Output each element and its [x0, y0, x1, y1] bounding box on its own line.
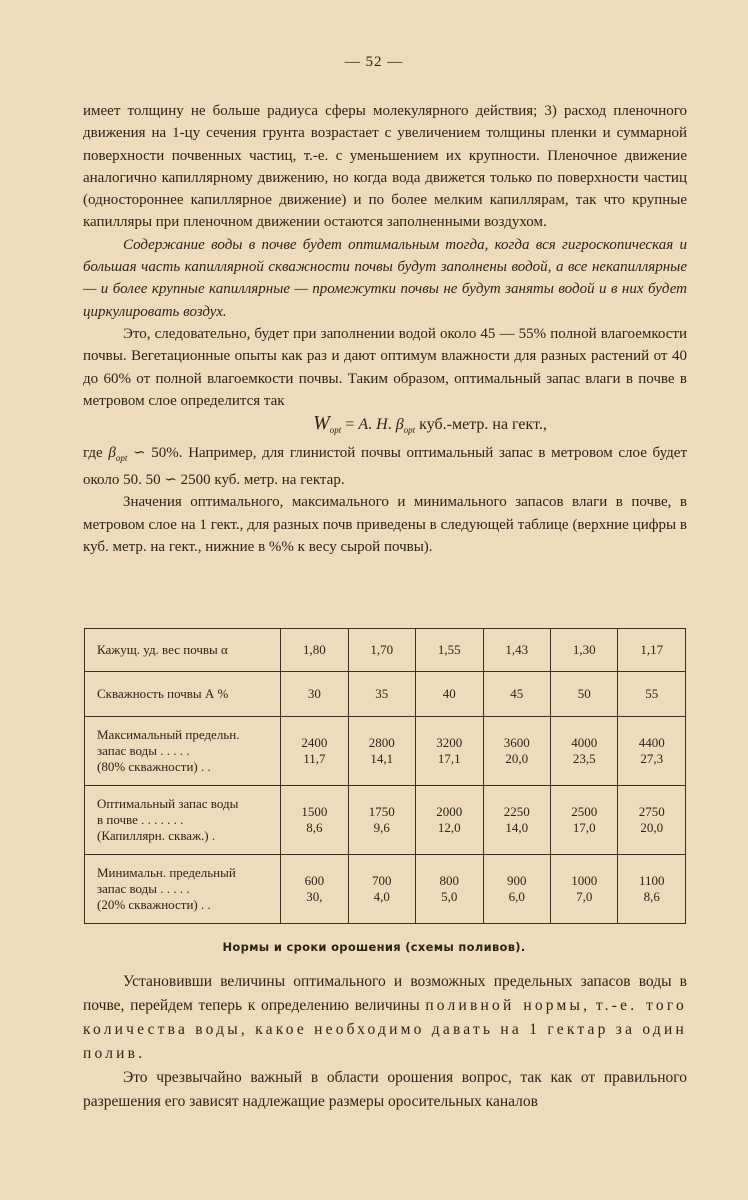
moisture-reserves-table [84, 628, 686, 924]
table-row [85, 629, 686, 672]
cell-value-upper: 1,80 [302, 642, 326, 657]
table-row [85, 717, 686, 786]
table-cell [550, 717, 617, 786]
table-cell [618, 629, 686, 672]
cell-value-lower: 30, [306, 889, 323, 904]
formula-w: W [313, 412, 330, 435]
formula-beta-subscript: opt [403, 425, 416, 436]
irrigation-norm-text: Установивши величины оптимального и возможных предельных запасов воды в почве, перейдем теперь к определению величины [83, 973, 687, 1014]
formula-a: A [358, 416, 369, 434]
table-cell [348, 672, 415, 717]
formula-h: H [376, 416, 388, 434]
cell-value-lower: 27,3 [640, 751, 664, 766]
cell-value-upper: 45 [510, 686, 524, 701]
cell-value-upper: 4400 [638, 735, 665, 750]
paragraph-film-movement: имеет толщину не больше радиуса сферы молекулярного действия; 3) расход пленочного движения на 1-цу сечения грунта возрастает с увеличением толщины пленки и суммарной поверхности почвенных частиц, т.-е. с уменьшением их крупности. Пленочное движение аналогично капиллярному движению, но когда вода движется только по поверхности частиц (одностороннее капиллярное движение) и по более мелким капиллярам, так что крупные капилляры при пленочном движении остаются заполненными воздухом. [83, 103, 687, 231]
row-label [85, 672, 281, 717]
table-row [85, 672, 686, 717]
table-cell [618, 855, 686, 924]
cell-value-lower: 7,0 [576, 889, 593, 904]
cell-value-upper: 3200 [436, 735, 463, 750]
formula-beta: β [395, 416, 404, 434]
table-cell [416, 717, 483, 786]
paragraph-percent-capacity: Это, следовательно, будет при заполнении водой около 45 — 55% полной влагоемкости почвы. Вегетационные опыты как раз и дают оптимум влажности для разных растений от 40 до 60% от полной влагоемкости почвы. Таким образом, оптимальный запас влаги в почве в метровом слое определится так [83, 325, 687, 409]
row-label [85, 786, 281, 855]
table-cell [348, 855, 415, 924]
table-cell [618, 672, 686, 717]
where-label: где [83, 444, 109, 461]
table-cell [483, 717, 550, 786]
table-cell [550, 786, 617, 855]
cell-value-lower: 17,1 [437, 751, 461, 766]
cell-value-upper: 50 [577, 686, 591, 701]
cell-value-upper: 1,70 [370, 642, 394, 657]
table-row [85, 786, 686, 855]
cell-value-upper: 700 [372, 873, 392, 888]
table-cell [483, 855, 550, 924]
cell-value-upper: 30 [307, 686, 321, 701]
table-cell [483, 629, 550, 672]
formula-w-subscript: opt [329, 425, 342, 436]
table-cell [618, 717, 686, 786]
cell-value-upper: 1,55 [437, 642, 461, 657]
cell-value-upper: 2400 [301, 735, 328, 750]
table-cell [550, 855, 617, 924]
row-label [85, 855, 281, 924]
cell-value-upper: 2750 [638, 804, 665, 819]
cell-value-lower: 9,6 [373, 820, 390, 835]
cell-value-lower: 20,0 [505, 751, 529, 766]
cell-value-lower: 8,6 [306, 820, 323, 835]
row-label-line: (80% скважности) . . [97, 759, 211, 774]
row-label-line: (Капиллярн. скваж.) . [97, 828, 216, 843]
table-cell [483, 672, 550, 717]
cell-value-upper: 1100 [638, 873, 665, 888]
cell-value-upper: 3600 [503, 735, 530, 750]
table-cell [348, 629, 415, 672]
table-cell [348, 717, 415, 786]
table-cell [550, 672, 617, 717]
row-label-line: Максимальный предельн. [97, 727, 240, 742]
beta-symbol: β [108, 444, 116, 461]
cell-value-lower: 14,0 [505, 820, 529, 835]
cell-value-upper: 1,43 [505, 642, 529, 657]
cell-value-lower: 12,0 [437, 820, 461, 835]
cell-value-upper: 35 [375, 686, 389, 701]
row-label [85, 717, 281, 786]
cell-value-upper: 1500 [301, 804, 328, 819]
cell-value-upper: 2250 [503, 804, 530, 819]
paragraph-clay-example [83, 442, 687, 492]
cell-value-upper: 1000 [571, 873, 598, 888]
page-number: — 52 — [344, 54, 404, 70]
cell-value-lower: 23,5 [572, 751, 596, 766]
row-label-line: Скважность почвы А % [97, 686, 229, 701]
cell-value-lower: 8,6 [643, 889, 660, 904]
cell-value-lower: 17,0 [572, 820, 596, 835]
paragraph-optimal-content-italic: Содержание воды в почве будет оптимальным тогда, когда вся гигроскопическая и большая часть капиллярной скважности почвы будут заполнены водой, а все некапиллярные — и более крупные капиллярные — промежутки почвы не будут заняты водой и в них будет циркулировать воздух. [83, 236, 687, 320]
paragraph-irrigation-norm [83, 970, 687, 1066]
formula-equals: = [341, 416, 359, 434]
section-caption: Нормы и сроки орошения (схемы поливов). [222, 940, 526, 954]
cell-value-upper: 900 [506, 873, 527, 888]
table-cell [281, 855, 348, 924]
cell-value-upper: 2500 [571, 804, 598, 819]
row-label-line: запас воды . . . . . [97, 881, 190, 896]
cell-value-lower: 20,0 [640, 820, 664, 835]
cell-value-upper: 1,17 [640, 642, 664, 657]
table-cell [416, 786, 483, 855]
row-label-line: Оптимальный запас воды [97, 796, 239, 811]
formula-units: куб.-метр. на гект., [415, 416, 547, 434]
irrigation-norm-definition: т.-е. того количества воды, какое необходимо давать на 1 гектар за один полив. [83, 997, 687, 1062]
cell-value-lower: 14,1 [370, 751, 394, 766]
table-cell [618, 786, 686, 855]
row-label-line: Кажущ. уд. вес почвы α [97, 642, 228, 657]
row-label-line: (20% скважности) . . [97, 897, 211, 912]
table-cell [348, 786, 415, 855]
paragraph-important-question: Это чрезвычайно важный в области орошения вопрос, так как от правильного разрешения его зависят надлежащие размеры оросительных каналов [83, 1069, 687, 1110]
table-cell [281, 672, 348, 717]
cell-value-lower: 11,7 [303, 751, 326, 766]
row-label-line: запас воды . . . . . [97, 743, 190, 758]
cell-value-lower: 6,0 [508, 889, 525, 904]
row-label-line: в почве . . . . . . . [97, 812, 184, 827]
beta-subscript: opt [115, 452, 128, 463]
table-cell [550, 629, 617, 672]
body-text-bottom [83, 970, 687, 1114]
table-row [85, 855, 686, 924]
cell-value-upper: 1,30 [572, 642, 596, 657]
row-label-line: Минимальн. предельный [97, 865, 236, 880]
table-cell [416, 629, 483, 672]
table-cell [281, 629, 348, 672]
table-cell [281, 786, 348, 855]
body-text-top [83, 100, 687, 558]
table-cell [416, 855, 483, 924]
cell-value-upper: 4000 [571, 735, 598, 750]
table-cell [416, 672, 483, 717]
table-cell [281, 717, 348, 786]
row-label [85, 629, 281, 672]
clay-example-text: ∽ 50%. Например, для глинистой почвы оптимальный запас в метровом слое будет около 50. 50 ∽ 2500 куб. метр. на гектар. [83, 444, 687, 488]
formula-w-opt: $W_{opt} = A$. H. $\beta_{opt}$ куб.-метр. на гект., [313, 412, 547, 436]
irrigation-norm-emphasis: поливной нормы, [425, 997, 591, 1014]
cell-value-upper: 1750 [368, 804, 395, 819]
cell-value-upper: 800 [439, 873, 460, 888]
cell-value-upper: 600 [304, 873, 325, 888]
cell-value-upper: 55 [645, 686, 659, 701]
cell-value-upper: 40 [442, 686, 456, 701]
cell-value-lower: 5,0 [441, 889, 458, 904]
cell-value-upper: 2800 [368, 735, 395, 750]
table-cell [483, 786, 550, 855]
paragraph-table-intro: Значения оптимального, максимального и минимального запасов влаги в почве, в метровом слое на 1 гект., для разных почв приведены в следующей таблице (верхние цифры в куб. метр. на гект., нижние в %% к весу сырой почвы). [83, 494, 687, 555]
cell-value-upper: 2000 [436, 804, 463, 819]
cell-value-lower: 4,0 [373, 889, 390, 904]
